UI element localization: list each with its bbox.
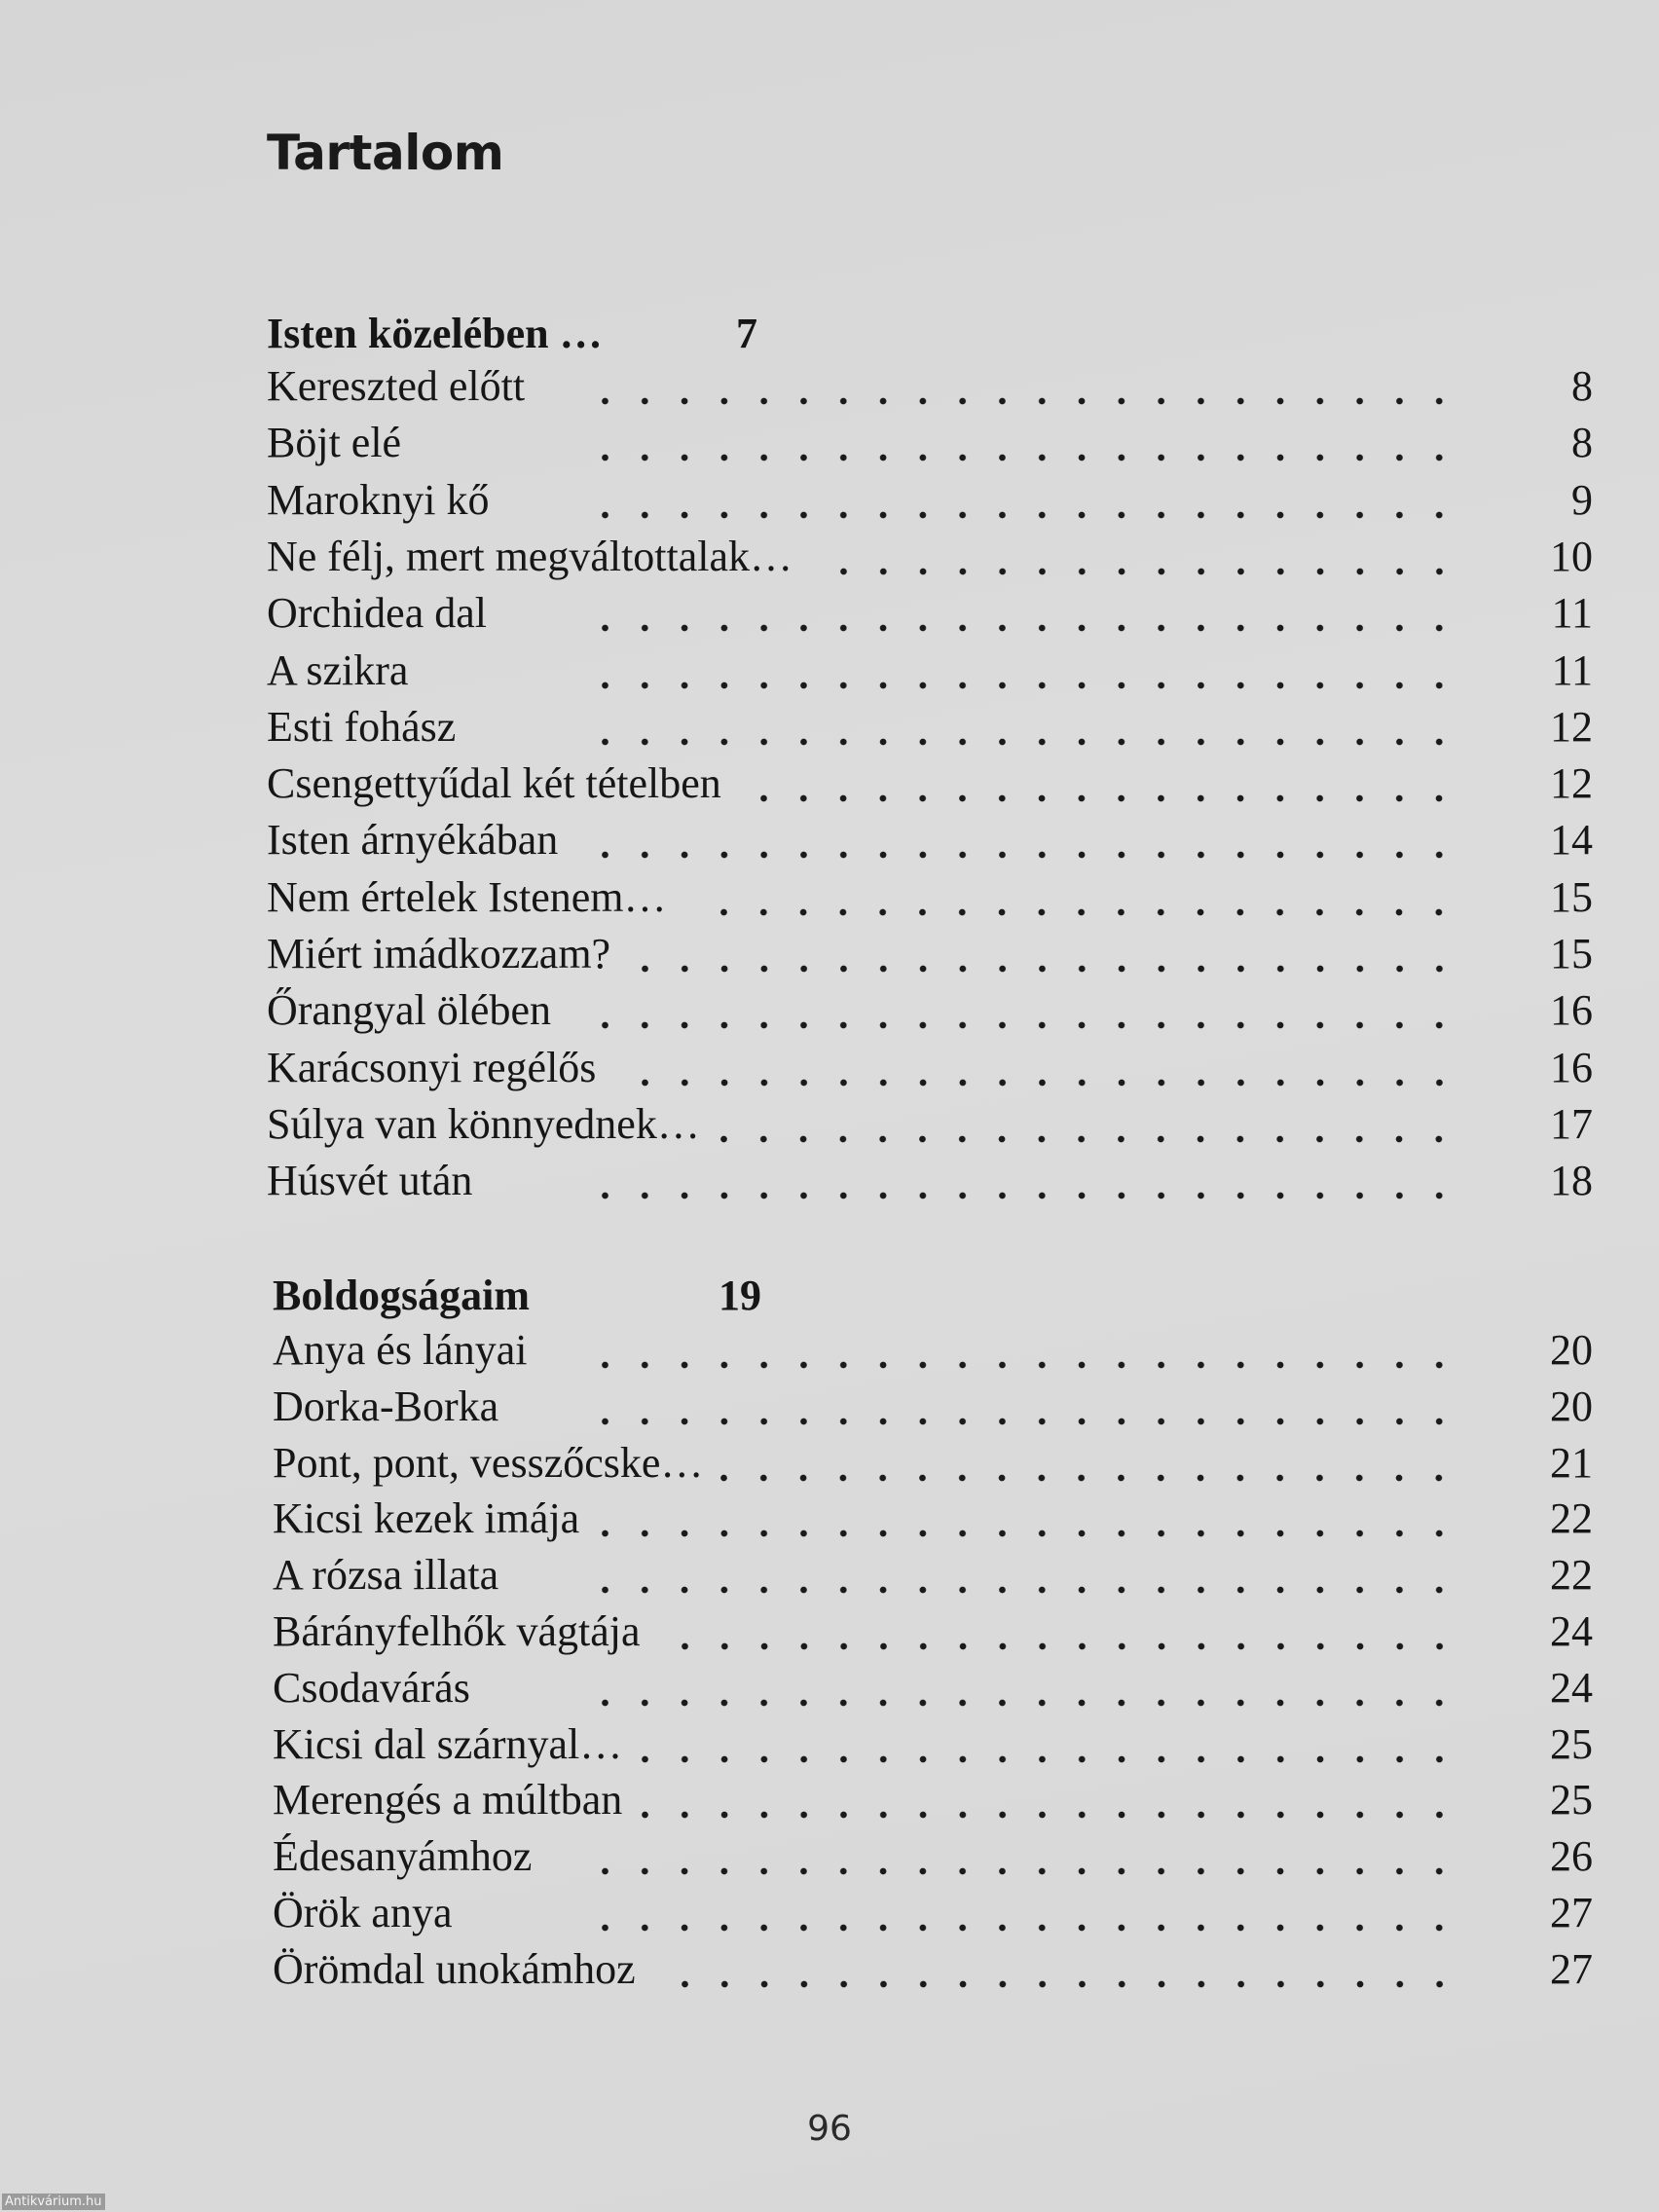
toc-entry-title: Csengettyűdal két tételben (267, 759, 721, 808)
toc-entry-title: Böjt elé (267, 419, 402, 467)
toc-entry-page: 27 (1550, 1889, 1593, 1936)
toc-entry-title: Őrangyal ölében (267, 986, 551, 1035)
toc-entry-title: A szikra (267, 645, 409, 694)
toc-entry-page: 10 (1550, 532, 1593, 580)
toc-entry-page: 12 (1550, 702, 1593, 751)
toc-entry (267, 356, 1591, 413)
toc-entry (273, 1489, 1597, 1545)
toc-entry-title: Bárányfelhők vágtája (273, 1607, 641, 1655)
toc-entry-title: Kicsi kezek imája (273, 1494, 580, 1543)
toc-entry (273, 1377, 1597, 1433)
toc-entry-page: 16 (1550, 1043, 1593, 1091)
toc-entry-page: 8 (1571, 362, 1593, 410)
watermark: Antikvárium.hu (2, 2194, 105, 2210)
toc-entry-page: 25 (1550, 1719, 1593, 1768)
toc-entry-title: Csodavárás (273, 1663, 470, 1712)
toc-entry-title: Esti fohász (267, 702, 457, 751)
dot-leader (602, 1586, 1453, 1594)
toc-entry-page: 16 (1550, 986, 1593, 1035)
toc-entry-title: Pont, pont, vesszőcske… (273, 1438, 704, 1487)
toc-entry-page: 26 (1550, 1832, 1593, 1881)
toc-entry (267, 413, 1591, 469)
toc-entry-title: Merengés a múltban (273, 1776, 623, 1825)
toc-entry-title: A rózsa illata (273, 1551, 499, 1600)
toc-entry (273, 1883, 1597, 1939)
toc-entry-page: 9 (1571, 475, 1593, 524)
dot-leader (642, 1755, 1453, 1763)
dot-leader (840, 568, 1453, 575)
toc-entry (267, 810, 1591, 866)
toc-entry (273, 1770, 1597, 1826)
dot-leader (602, 1361, 1453, 1369)
dot-leader (682, 1642, 1453, 1650)
toc-entry-page: 22 (1550, 1551, 1593, 1600)
dot-leader (602, 1924, 1453, 1932)
toc-entry-title: Édesanyámhoz (273, 1832, 533, 1881)
toc-entry (273, 1602, 1597, 1658)
page-number: 96 (807, 2109, 852, 2149)
dot-leader (602, 1021, 1453, 1029)
dot-leader (602, 1699, 1453, 1707)
toc-entry-title: Ne félj, mert megváltottalak… (267, 532, 793, 580)
section-heading-page: 19 (719, 1272, 761, 1319)
toc-entry (267, 470, 1591, 527)
section-heading-page: 7 (736, 310, 757, 357)
dot-leader (602, 1867, 1453, 1875)
toc-entry (267, 980, 1591, 1037)
dot-leader (602, 738, 1453, 746)
toc-entry-page: 15 (1550, 872, 1593, 921)
toc-entry (267, 641, 1591, 697)
toc-entry-title: Nem értelek Istenem… (267, 872, 667, 921)
toc-entry (273, 1320, 1597, 1377)
dot-leader (602, 397, 1453, 405)
toc-entry (267, 527, 1591, 583)
toc-entry-title: Húsvét után (267, 1157, 473, 1205)
dot-leader (602, 624, 1453, 632)
toc-entry (273, 1658, 1597, 1714)
toc-entry-title: Kicsi dal szárnyal… (273, 1719, 623, 1768)
dot-leader (602, 454, 1453, 461)
section-heading-title: Boldogságaim (273, 1272, 531, 1319)
toc-entry (273, 1939, 1597, 1996)
section-heading (273, 1264, 857, 1320)
toc-entry (273, 1714, 1597, 1771)
dot-leader (720, 1135, 1453, 1143)
dot-leader (642, 965, 1453, 973)
toc-entry-title: Örök anya (273, 1889, 453, 1936)
toc-entry-title: Dorka-Borka (273, 1382, 499, 1430)
dot-leader (602, 851, 1453, 859)
toc-entry (267, 754, 1591, 810)
toc-entry-page: 12 (1550, 759, 1593, 808)
toc-entry-page: 8 (1571, 419, 1593, 467)
toc-entry (267, 1151, 1591, 1207)
toc-entry (273, 1433, 1597, 1490)
dot-leader (602, 1418, 1453, 1425)
toc-entry-page: 22 (1550, 1494, 1593, 1543)
toc-entry-title: Maroknyi kő (267, 475, 490, 524)
dot-leader (682, 1980, 1453, 1988)
toc-entry (273, 1826, 1597, 1883)
toc-entry-page: 20 (1550, 1326, 1593, 1374)
dot-leader (720, 908, 1453, 916)
toc-entry-page: 20 (1550, 1382, 1593, 1430)
section-heading-title: Isten közelében … (267, 310, 603, 357)
section-heading (267, 302, 851, 358)
dot-leader (602, 1530, 1453, 1537)
toc-entry-title: Örömdal unokámhoz (273, 1944, 636, 1993)
toc-entry-page: 18 (1550, 1157, 1593, 1205)
toc-entry-page: 27 (1550, 1944, 1593, 1993)
toc-entry (267, 697, 1591, 754)
toc-entry-title: Orchidea dal (267, 589, 487, 638)
toc-entry (267, 583, 1591, 640)
toc-entry-page: 17 (1550, 1099, 1593, 1148)
toc-entry-title: Súlya van könnyednek… (267, 1099, 700, 1148)
toc-entry (267, 1038, 1591, 1094)
dot-leader (720, 1474, 1453, 1482)
toc-entry-title: Anya és lányai (273, 1326, 528, 1374)
toc-entry-page: 15 (1550, 930, 1593, 977)
toc-entry-title: Karácsonyi regélős (267, 1043, 597, 1091)
toc-entry-title: Isten árnyékában (267, 816, 559, 865)
toc-entry-page: 24 (1550, 1607, 1593, 1655)
page-title: Tartalom (267, 125, 504, 181)
toc-entry-page: 21 (1550, 1438, 1593, 1487)
dot-leader (642, 1811, 1453, 1819)
dot-leader (602, 682, 1453, 689)
dot-leader (642, 1079, 1453, 1087)
toc-entry (267, 924, 1591, 980)
toc-entry-page: 25 (1550, 1776, 1593, 1825)
dot-leader (602, 1192, 1453, 1199)
toc-entry (273, 1545, 1597, 1602)
toc-entry-page: 11 (1551, 589, 1593, 638)
toc-entry-title: Miért imádkozzam? (267, 930, 611, 977)
toc-entry (267, 1094, 1591, 1151)
toc-entry (267, 867, 1591, 924)
toc-entry-page: 24 (1550, 1663, 1593, 1712)
toc-entry-title: Kereszted előtt (267, 362, 526, 410)
toc-entry-page: 14 (1550, 816, 1593, 865)
toc-entry-page: 11 (1551, 645, 1593, 694)
dot-leader (760, 794, 1453, 802)
dot-leader (602, 511, 1453, 519)
